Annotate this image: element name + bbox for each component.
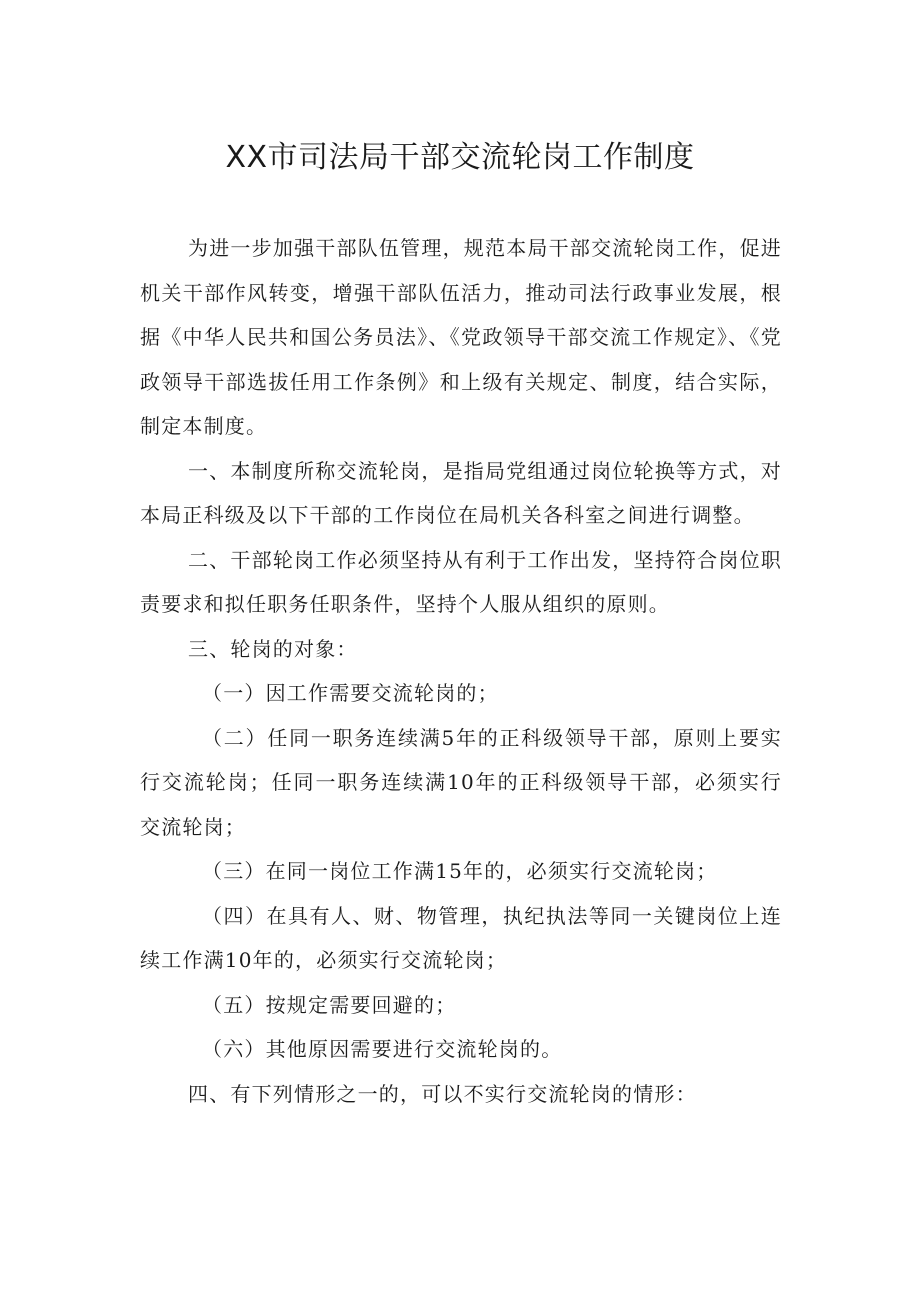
paragraph-article-3: 三、轮岗的对象： (188, 636, 358, 661)
document-body (140, 226, 782, 1116)
list-item-3: （三）在同一岗位工作满15年的，必须实行交流轮岗； (202, 859, 718, 883)
list-item-1: （一）因工作需要交流轮岗的； (202, 681, 499, 705)
list-item-2: （二）任同一职务连续满5年的正科级领导干部，原则上要实行交流轮岗；任同一职务连续满10年的正科级领导干部，必须实行交流轮岗； (140, 725, 782, 839)
paragraph-article-1: 一、本制度所称交流轮岗，是指局党组通过岗位轮换等方式，对本局正科级及以下干部的工作岗位在局机关各科室之间进行调整。 (140, 458, 782, 527)
list-item-6: （六）其他原因需要进行交流轮岗的。 (202, 1037, 563, 1061)
document-title: XX市司法局干部交流轮岗工作制度 (225, 140, 695, 175)
list-item-5: （五）按规定需要回避的； (202, 992, 457, 1017)
paragraph-preamble: 为进一步加强干部队伍管理，规范本局干部交流轮岗工作，促进机关干部作风转变，增强干部队伍活力，推动司法行政事业发展，根据《中华人民共和国公务员法》、《党政领导干部交流工作规定》、《党政领导干部选拔任用工作条例》和上级有关规定、制度，结合实际，制定本制度。 (140, 236, 782, 438)
paragraph-article-4: 四、有下列情形之一的，可以不实行交流轮岗的情形： (188, 1081, 697, 1106)
list-item-4: （四）在具有人、财、物管理，执纪执法等同一关键岗位上连续工作满10年的，必须实行交流轮岗； (140, 903, 782, 972)
paragraph-article-2: 二、干部轮岗工作必须坚持从有利于工作出发，坚持符合岗位职责要求和拟任职务任职条件，坚持个人服从组织的原则。 (140, 547, 782, 616)
